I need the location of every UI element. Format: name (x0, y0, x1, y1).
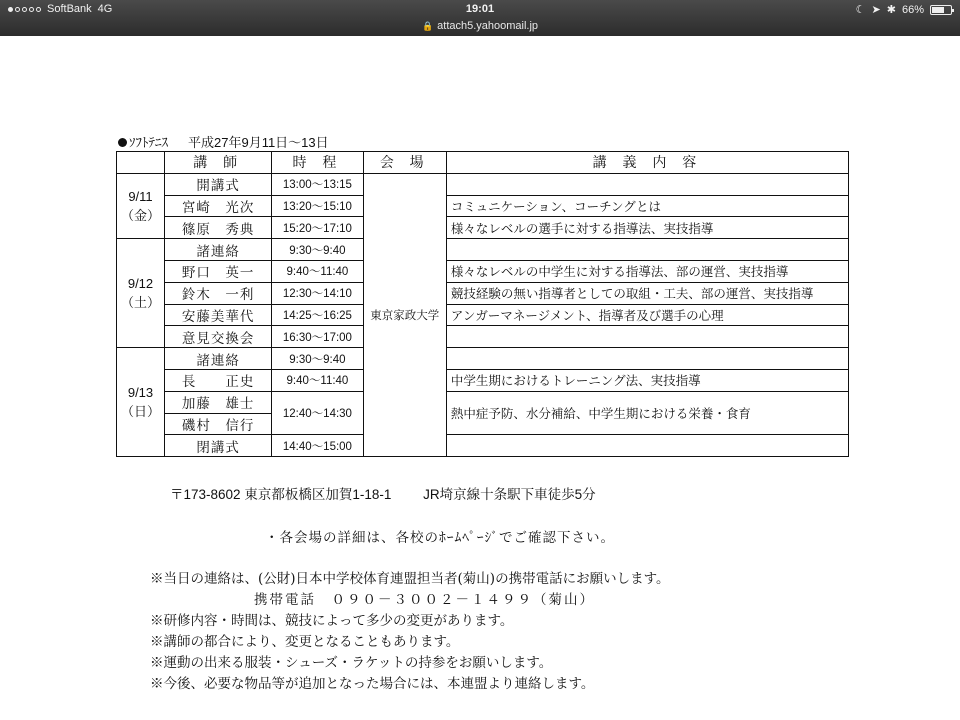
street-address: 東京都板橋区加賀1-18-1 (244, 487, 392, 502)
header-time: 時 程 (272, 152, 363, 174)
station-access: JR埼京線十条駅下車徒歩5分 (423, 487, 596, 502)
instructor-cell: 諸連絡 (165, 348, 272, 370)
note-additional: ※今後、必要な物品等が追加となった場合には、本連盟より連絡します。 (150, 676, 595, 692)
content-cell (446, 435, 848, 457)
moon-icon: ☾ (855, 4, 866, 16)
instructor-cell: 野口 英一 (165, 260, 272, 282)
network-type: 4G (97, 3, 113, 15)
instructor-cell: 篠原 秀典 (165, 217, 272, 239)
table-row (117, 348, 849, 370)
sport-name: ｿﾌﾄﾃﾆｽ (129, 135, 168, 150)
schedule-table (116, 151, 849, 457)
content-cell (446, 348, 848, 370)
table-row (117, 304, 849, 326)
lock-icon: 🔒 (421, 21, 434, 31)
time-cell: 14:25～16:25 (272, 304, 363, 326)
battery-level (932, 7, 944, 13)
instructor-cell: 宮崎 光次 (165, 195, 272, 217)
content-cell (446, 326, 848, 348)
carrier-name: SoftBank (47, 3, 92, 15)
url-text: attach5.yahoomail.jp (437, 20, 539, 32)
clock: 19:01 (465, 3, 495, 15)
instructor-cell: 安藤美華代 (165, 304, 272, 326)
document-heading (118, 132, 329, 151)
battery-percent: 66% (901, 3, 924, 16)
header-instructor: 講 師 (165, 152, 272, 174)
note-contact: ※当日の連絡は、(公財)日本中学校体育連盟担当者(菊山)の携帯電話にお願いします。 (150, 571, 670, 587)
instructor-cell: 閉講式 (165, 435, 272, 457)
day-cell (117, 348, 165, 457)
header-content: 講 義 内 容 (446, 152, 848, 174)
table-row (117, 173, 849, 195)
notes-list (150, 569, 670, 695)
header-venue: 会 場 (363, 152, 446, 174)
bullet-icon (118, 138, 127, 147)
day-date: 9/12 (127, 276, 154, 292)
battery-icon (930, 5, 952, 15)
instructor-cell: 鈴木 一利 (165, 282, 272, 304)
content-cell: 熱中症予防、水分補給、中学生期における栄養・食育 (446, 391, 848, 435)
header-blank (117, 152, 165, 174)
note-clothing: ※運動の出来る服装・シューズ・ラケットの持参をお願いします。 (150, 655, 553, 671)
content-cell: 競技経験の無い指導者としての取組・工夫、部の運営、実技指導 (446, 282, 848, 304)
note-phone: 携帯電話 ０９０－３００２－１４９９（菊山） (254, 592, 595, 608)
table-row (117, 435, 849, 457)
table-row (117, 239, 849, 261)
time-cell: 9:40～11:40 (272, 369, 363, 391)
instructor-cell: 諸連絡 (165, 239, 272, 261)
postal-code: 〒173-8602 (170, 487, 241, 502)
content-cell: コミュニケーション、コーチングとは (446, 195, 848, 217)
day-weekday: （土） (121, 295, 161, 311)
table-row (117, 369, 849, 391)
day-cell (117, 239, 165, 348)
instructor-cell: 磯村 信行 (165, 413, 272, 435)
day-weekday: （日） (121, 404, 161, 420)
content-cell (446, 239, 848, 261)
time-cell: 13:00～13:15 (272, 173, 363, 195)
instructor-cell: 長 正史 (165, 369, 272, 391)
time-cell: 15:20～17:10 (272, 217, 363, 239)
day-weekday: （金） (121, 207, 161, 223)
table-row (117, 195, 849, 217)
event-dates: 平成27年9月11日～13日 (188, 135, 329, 150)
table-row (117, 282, 849, 304)
bluetooth-icon: ✱ (886, 4, 896, 16)
note-schedule-change: ※研修内容・時間は、競技によって多少の変更があります。 (150, 613, 514, 629)
time-cell: 14:40～15:00 (272, 435, 363, 457)
table-header-row (117, 152, 849, 174)
time-cell: 9:40～11:40 (272, 260, 363, 282)
time-cell: 16:30～17:00 (272, 326, 363, 348)
venue-cell: 東京家政大学 (363, 173, 446, 456)
day-date: 9/11 (128, 188, 153, 204)
table-row (117, 260, 849, 282)
day-cell (117, 173, 165, 238)
instructor-cell: 意見交換会 (165, 326, 272, 348)
time-cell: 12:30～14:10 (272, 282, 363, 304)
time-cell: 9:30～9:40 (272, 239, 363, 261)
content-cell: 様々なレベルの中学生に対する指導法、部の運営、実技指導 (446, 260, 848, 282)
time-cell: 12:40～14:30 (272, 391, 363, 435)
table-row (117, 391, 849, 413)
instructor-cell: 加藤 雄士 (165, 391, 272, 413)
location-icon: ➤ (871, 4, 881, 16)
instructor-cell: 開講式 (165, 173, 272, 195)
time-cell: 13:20～15:10 (272, 195, 363, 217)
content-cell: 中学生期におけるトレーニング法、実技指導 (446, 369, 848, 391)
status-indicators (856, 3, 952, 16)
detail-note: ・各会場の詳細は、各校のﾎｰﾑﾍﾟｰｼﾞでご確認下さい。 (265, 530, 615, 546)
content-cell (446, 173, 848, 195)
day-date: 9/13 (127, 385, 154, 401)
table-row (117, 217, 849, 239)
content-cell: 様々なレベルの選手に対する指導法、実技指導 (446, 217, 848, 239)
time-cell: 9:30～9:40 (272, 348, 363, 370)
table-row (117, 326, 849, 348)
content-cell: アンガーマネージメント、指導者及び選手の心理 (446, 304, 848, 326)
status-bar (0, 0, 960, 36)
venue-address (170, 483, 596, 503)
address-bar[interactable] (0, 20, 960, 32)
document-page (0, 36, 960, 720)
note-instructor-change: ※講師の都合により、変更となることもあります。 (150, 634, 460, 650)
